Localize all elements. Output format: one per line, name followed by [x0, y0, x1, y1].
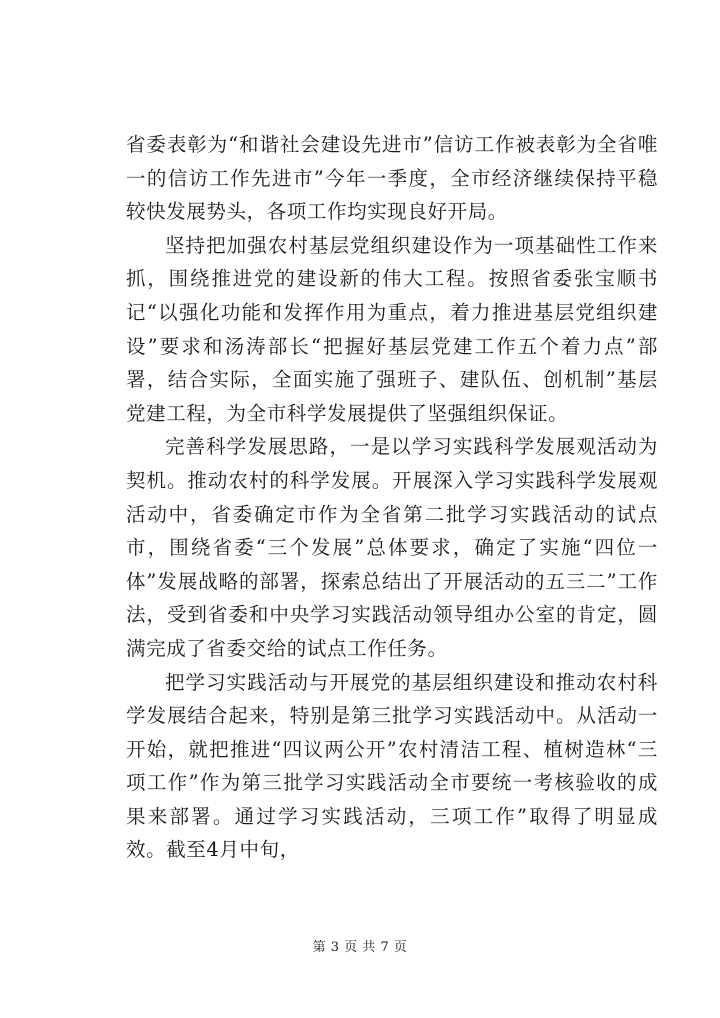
paragraph-4: 把学习实践活动与开展党的基层组织建设和推动农村科学发展结合起来，特别是第三批学习实践活动中。从活动一开始，就把推进“四议两公开”农村清洁工程、植树造林“三项工作”作为第三批学习实践活动全市要统一考核验收的成果来部署。通过学习实践活动，三项工作”取得了明显成效。截至4月中旬，	[126, 670, 658, 862]
paragraph-1: 省委表彰为“和谐社会建设先进市”信访工作被表彰为全省唯一的信访工作先进市”今年一季度，全市经济继续保持平稳较快发展势头，各项工作均实现良好开局。	[126, 133, 658, 224]
paragraph-3: 完善科学发展思路，一是以学习实践科学发展观活动为契机。推动农村的科学发展。开展深入学习实践科学发展观活动中，省委确定市作为全省第二批学习实践活动的试点市，围绕省委“三个发展”总体要求，确定了实施“四位一体”发展战略的部署，探索总结出了开展活动的五三二”工作法，受到省委和中央学习实践活动领导组办公室的肯定，圆满完成了省委交给的试点工作任务。	[126, 435, 658, 660]
page-number-label: 第 3 页 共 7 页	[312, 940, 408, 955]
page-footer	[0, 936, 720, 955]
document-body	[126, 128, 658, 867]
paragraph-2: 坚持把加强农村基层党组织建设作为一项基础性工作来抓，围绕推进党的建设新的伟大工程。按照省委张宝顺书记“以强化功能和发挥作用为重点，着力推进基层党组织建设”要求和汤涛部长“把握好基层党建工作五个着力点”部署，结合实际，全面实施了强班子、建队伍、创机制”基层党建工程，为全市科学发展提供了坚强组织保证。	[126, 233, 658, 425]
